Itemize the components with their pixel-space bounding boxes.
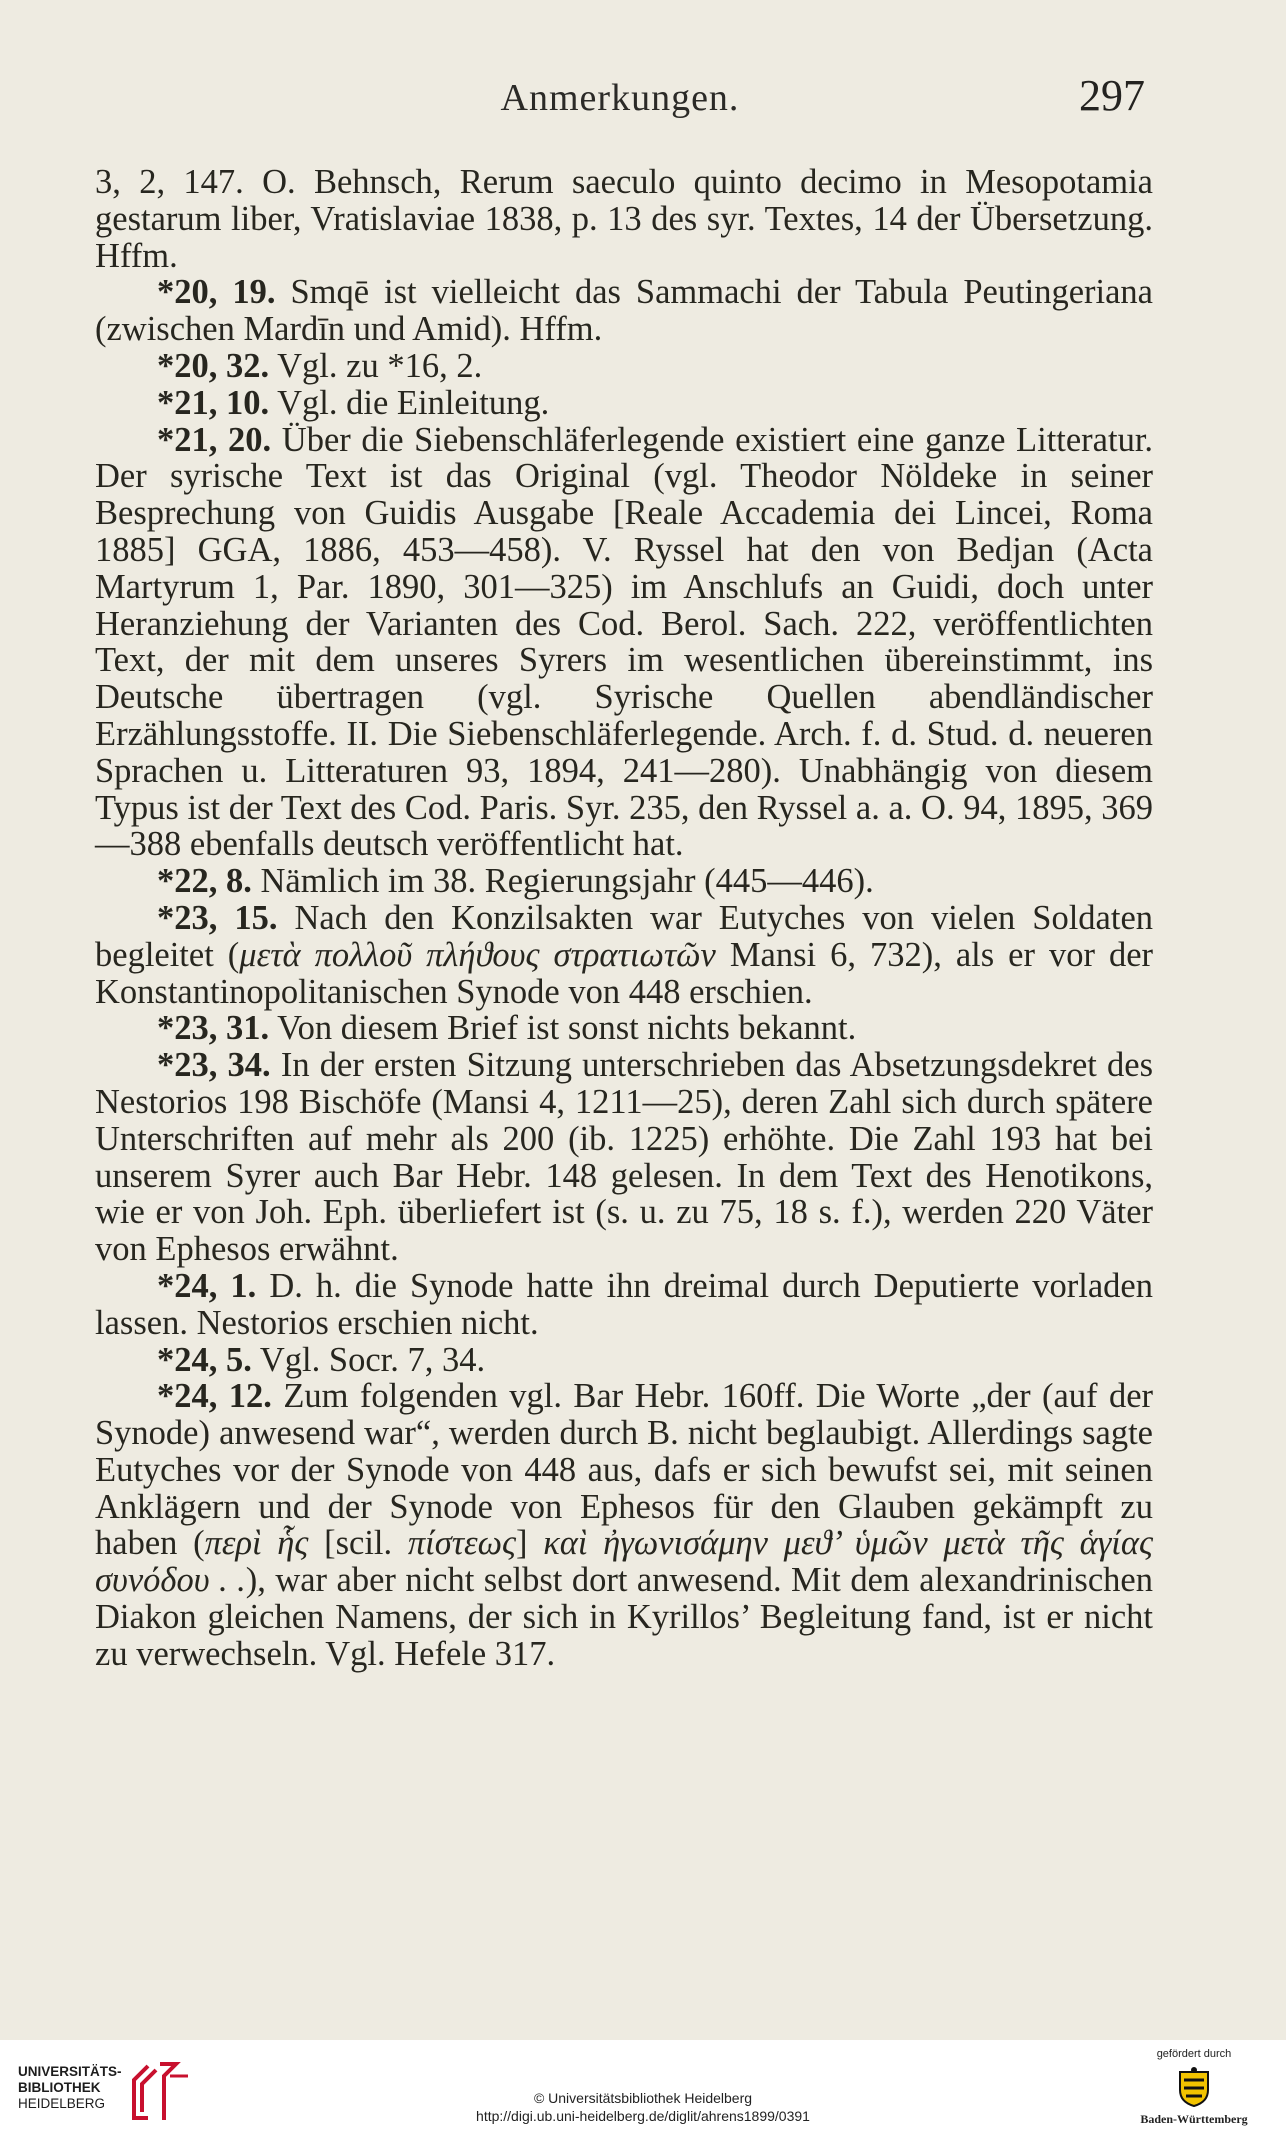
note-24-12 [95,1378,1153,1672]
permalink-url[interactable]: http://digi.ub.uni-heidelberg.de/diglit/ahrens1899/0391 [476,2108,810,2124]
note-text: Nach den Konzilsakten war Eutyches von vielen Soldaten begleitet ( [95,898,1154,974]
note-text: Vgl. zu *16, 2. [277,346,483,385]
library-name-line: UNIVERSITÄTS- [18,2064,122,2079]
note-text: Vgl. die Einleitung. [277,383,550,422]
note-reference: *23, 34. [157,1046,271,1085]
note-text: ] [516,1524,544,1563]
greek-quote: πίστεως [407,1524,517,1563]
coat-of-arms-icon [1172,2066,1216,2110]
note-text: Smqē ist vielleicht das Sammachi der Tabula Peutingeriana (zwischen Mardīn und Amid). Hffm. [95,273,1153,349]
note-text: Von diesem Brief ist sonst nichts bekannt. [277,1009,857,1048]
note-reference: *23, 15. [157,898,278,937]
note-reference: *20, 32. [157,346,270,385]
note-text: Zum folgenden vgl. Bar Hebr. 160ff. Die Worte „der (auf der Synode) anwesend war“, werden durch B. nicht beglaubigt. Allerdings sagte Eutyches vor der Synode von 448 aus, dafs er sich bewufst sei, mit seinen Anklägern und der Synode von Ephesos für den Glauben gekämpft zu haben ( [95,1377,1153,1563]
greek-quote: καὶ ἠγωνισάμην μεϑ’ ὑμῶν μετὰ τῆς ἁγίας συνόδου . . [95,1524,1154,1600]
note-text: In der ersten Sitzung unterschrieben das Absetzungsdekret des Nestorios 198 Bischöfe (Mansi 4, 1211—25), deren Zahl sich durch spätere Unterschriften auf mehr als 200 (ib. 1225) erhöhte. Die Zahl 193 hat bei unserem Syrer auch Bar Hebr. 148 gelesen. In dem Text des Henotikons, wie er von Joh. Eph. überliefert ist (s. u. zu 75, 18 s. f.), werden 220 Väter von Ephesos erwähnt. [95,1046,1154,1269]
greek-quote: μετὰ πολλοῦ πλήϑους στρατιωτῶν [239,935,716,974]
note-text: 3, 2, 147. O. Behnsch, Rerum saeculo quinto decimo in Mesopotamia gestarum liber, Vratislaviae 1838, p. 13 des syr. Textes, 14 der Übersetzung. Hffm. [95,163,1153,275]
note-21-20 [95,422,1153,864]
note-text: [scil. [308,1524,408,1563]
note-24-5 [95,1342,1153,1379]
note-20-19 [95,274,1153,348]
note-text: D. h. die Synode hatte ihn dreimal durch Deputierte vorladen lassen. Nestorios erschien nicht. [95,1266,1153,1342]
page-number: 297 [1079,71,1145,120]
running-head: Anmerkungen. [500,77,740,119]
note-reference: *21, 20. [157,420,272,459]
note-reference: *22, 8. [157,862,252,901]
note-text: Über die Siebenschläferlegende existiert eine ganze Litteratur. Der syrische Text ist das Original (vgl. Theodor Nöldeke in seiner Besprechung von Guidis Ausgabe [Reale Accademia dei Lincei, Roma 1885] GGA, 1886, 453—458). V. Ryssel hat den von Bedjan (Acta Martyrum 1, Par. 1890, 301—325) im Anschlufs an Guidi, doch unter Heranziehung der Varianten des Cod. Berol. Sach. 222, veröffentlichten Text, der mit dem unseres Syrers im wesentlichen übereinstimmt, ins Deutsche übertragen (vgl. Syrische Quellen abendländischer Erzählungsstoffe. II. Die Siebenschläferlegende. Arch. f. d. Stud. d. neueren Sprachen u. Litteraturen 93, 1894, 241—280). Unabhängig von diesem Typus ist der Text des Cod. Paris. Syr. 235, den Ryssel a. a. O. 94, 1895, 369—388 ebenfalls deutsch veröffentlicht hat. [95,420,1154,864]
note-reference: *24, 12. [157,1377,272,1416]
note-23-31 [95,1010,1153,1047]
note-22-8 [95,863,1153,900]
note-text: Nämlich im 38. Regierungsjahr (445—446). [260,862,874,901]
notes-body [95,164,1153,1673]
funding-state: Baden-Württemberg [1140,2112,1248,2126]
note-23-15 [95,900,1153,1010]
viewer-footer [0,2040,1286,2134]
note-reference: *24, 1. [157,1266,257,1305]
note-reference: *21, 10. [157,383,270,422]
library-name-line: BIBLIOTHEK [18,2080,101,2095]
funding-badge [1124,2048,1264,2127]
funding-label: gefördert durch [1156,2048,1232,2060]
note-23-34 [95,1047,1153,1268]
note-21-10 [95,385,1153,422]
note-reference: *20, 19. [157,273,276,312]
note-20-32 [95,348,1153,385]
library-name-line: HEIDELBERG [18,2096,106,2111]
note-continuation [95,164,1153,274]
page-header [95,70,1145,130]
copyright-notice: © Universitätsbibliothek Heidelberg [533,2090,753,2106]
note-reference: *23, 31. [157,1009,270,1048]
note-text: Vgl. Socr. 7, 34. [259,1340,486,1379]
note-reference: *24, 5. [157,1340,252,1379]
note-text: ), war aber nicht selbst dort anwesend. Mit dem alexandrinischen Diakon gleichen Namens, der sich in Kyrillos’ Begleitung fand, ist er nicht zu verwechseln. Vgl. Hefele 317. [95,1561,1153,1673]
note-24-1 [95,1268,1153,1342]
greek-quote: περὶ ἧς [204,1524,309,1563]
note-text: Mansi 6, 732), als er vor der Konstantinopolitanischen Synode von 448 erschien. [95,935,1154,1011]
